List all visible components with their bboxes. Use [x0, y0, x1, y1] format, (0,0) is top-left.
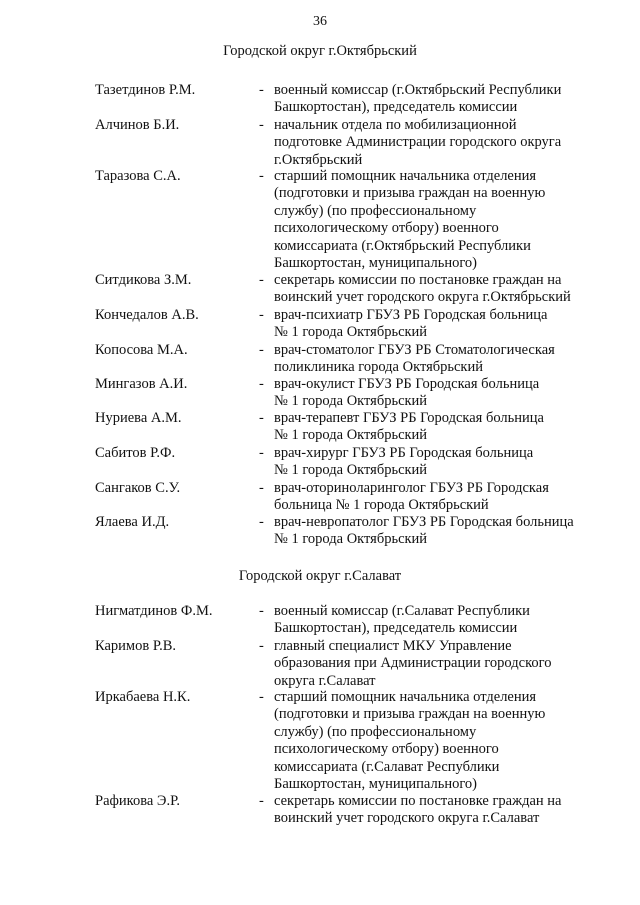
member-role [274, 342, 594, 377]
member-role [274, 689, 594, 793]
role-line: врач-терапевт ГБУЗ РБ Городская больница [274, 410, 544, 426]
role-line: (подготовки и призыва граждан на военную [274, 706, 546, 723]
member-role [274, 82, 594, 117]
role-line: № 1 города Октябрьский [274, 427, 428, 444]
member-name: Мингазов А.И. [95, 376, 188, 392]
member-name: Алчинов Б.И. [95, 117, 180, 133]
role-line: комиссариата (г.Октябрьский Республики [274, 237, 531, 254]
member-name: Ялаева И.Д. [95, 514, 170, 530]
member-name: Копосова М.А. [95, 342, 188, 358]
member-name: Тазетдинов Р.М. [95, 82, 196, 98]
role-line: врач-окулист ГБУЗ РБ Городская больница [274, 376, 540, 392]
role-line: № 1 города Октябрьский [274, 462, 428, 479]
role-line: № 1 города Октябрьский [274, 531, 428, 548]
role-line: воинский учет городского округа г.Октябрьский [274, 289, 571, 306]
member-role [274, 480, 594, 515]
role-line: секретарь комиссии по постановке граждан на [274, 272, 562, 288]
member-name: Таразова С.А. [95, 168, 181, 184]
dash: - [259, 168, 264, 184]
dash: - [259, 342, 264, 358]
member-role [274, 603, 594, 638]
role-line: комиссариата (г.Салават Республики [274, 758, 500, 775]
role-line: службу) (по профессиональному [274, 723, 477, 740]
role-line: Башкортостан), председатель комиссии [274, 99, 518, 116]
role-line: старший помощник начальника отделения [274, 168, 537, 184]
role-line: образования при Администрации городского [274, 655, 552, 672]
dash: - [259, 82, 264, 98]
dash: - [259, 638, 264, 654]
member-name: Ситдикова З.М. [95, 272, 192, 288]
page-number: 36 [313, 14, 327, 29]
role-line: Башкортостан, муниципального) [274, 255, 478, 272]
dash: - [259, 793, 264, 809]
role-line: военный комиссар (г.Салават Республики [274, 603, 530, 619]
member-role [274, 272, 594, 307]
role-line: подготовке Администрации городского округа [274, 134, 562, 151]
role-line: врач-хирург ГБУЗ РБ Городская больница [274, 445, 534, 461]
role-line: психологическому отбору) военного [274, 220, 499, 237]
member-role [274, 117, 594, 169]
role-line: Башкортостан, муниципального) [274, 776, 478, 793]
role-line: психологическому отбору) военного [274, 741, 499, 758]
member-name: Сангаков С.У. [95, 480, 181, 496]
member-name: Кончедалов А.В. [95, 307, 199, 323]
dash: - [259, 603, 264, 619]
role-line: секретарь комиссии по постановке граждан на [274, 793, 562, 809]
role-line: врач-невропатолог ГБУЗ РБ Городская больница [274, 514, 574, 530]
dash: - [259, 117, 264, 133]
dash: - [259, 307, 264, 323]
dash: - [259, 480, 264, 496]
role-line: врач-стоматолог ГБУЗ РБ Стоматологическая [274, 342, 555, 358]
member-name: Рафикова Э.Р. [95, 793, 181, 809]
role-line: начальник отдела по мобилизационной [274, 117, 517, 133]
section-title-oktyabrsky: Городской округ г.Октябрьский [223, 43, 417, 59]
member-role [274, 793, 594, 828]
role-line: округа г.Салават [274, 672, 376, 689]
role-line: Башкортостан), председатель комиссии [274, 620, 518, 637]
dash: - [259, 689, 264, 705]
role-line: (подготовки и призыва граждан на военную [274, 185, 546, 202]
dash: - [259, 272, 264, 288]
dash: - [259, 514, 264, 530]
dash: - [259, 410, 264, 426]
role-line: больница № 1 города Октябрьский [274, 497, 489, 514]
dash: - [259, 445, 264, 461]
role-line: № 1 города Октябрьский [274, 393, 428, 410]
role-line: воинский учет городского округа г.Салават [274, 810, 540, 827]
role-line: главный специалист МКУ Управление [274, 638, 512, 654]
role-line: службу) (по профессиональному [274, 202, 477, 219]
member-role [274, 168, 594, 272]
member-role [274, 445, 594, 480]
member-name: Нуриева А.М. [95, 410, 182, 426]
section-title-salavat: Городской округ г.Салават [238, 568, 402, 584]
role-line: № 1 города Октябрьский [274, 324, 428, 341]
member-role [274, 638, 594, 690]
member-name: Нигматдинов Ф.М. [95, 603, 213, 619]
role-line: врач-психиатр ГБУЗ РБ Городская больница [274, 307, 548, 323]
role-line: старший помощник начальника отделения [274, 689, 537, 705]
member-name: Каримов Р.В. [95, 638, 176, 654]
role-line: г.Октябрьский [274, 151, 363, 168]
member-name: Иркабаева Н.К. [95, 689, 191, 705]
member-name: Сабитов Р.Ф. [95, 445, 176, 461]
dash: - [259, 376, 264, 392]
member-role [274, 376, 594, 411]
role-line: врач-оториноларинголог ГБУЗ РБ Городская [274, 480, 549, 496]
member-role [274, 514, 594, 549]
role-line: поликлиника города Октябрьский [274, 359, 483, 376]
member-role [274, 307, 594, 342]
member-role [274, 410, 594, 445]
role-line: военный комиссар (г.Октябрьский Республики [274, 82, 562, 98]
